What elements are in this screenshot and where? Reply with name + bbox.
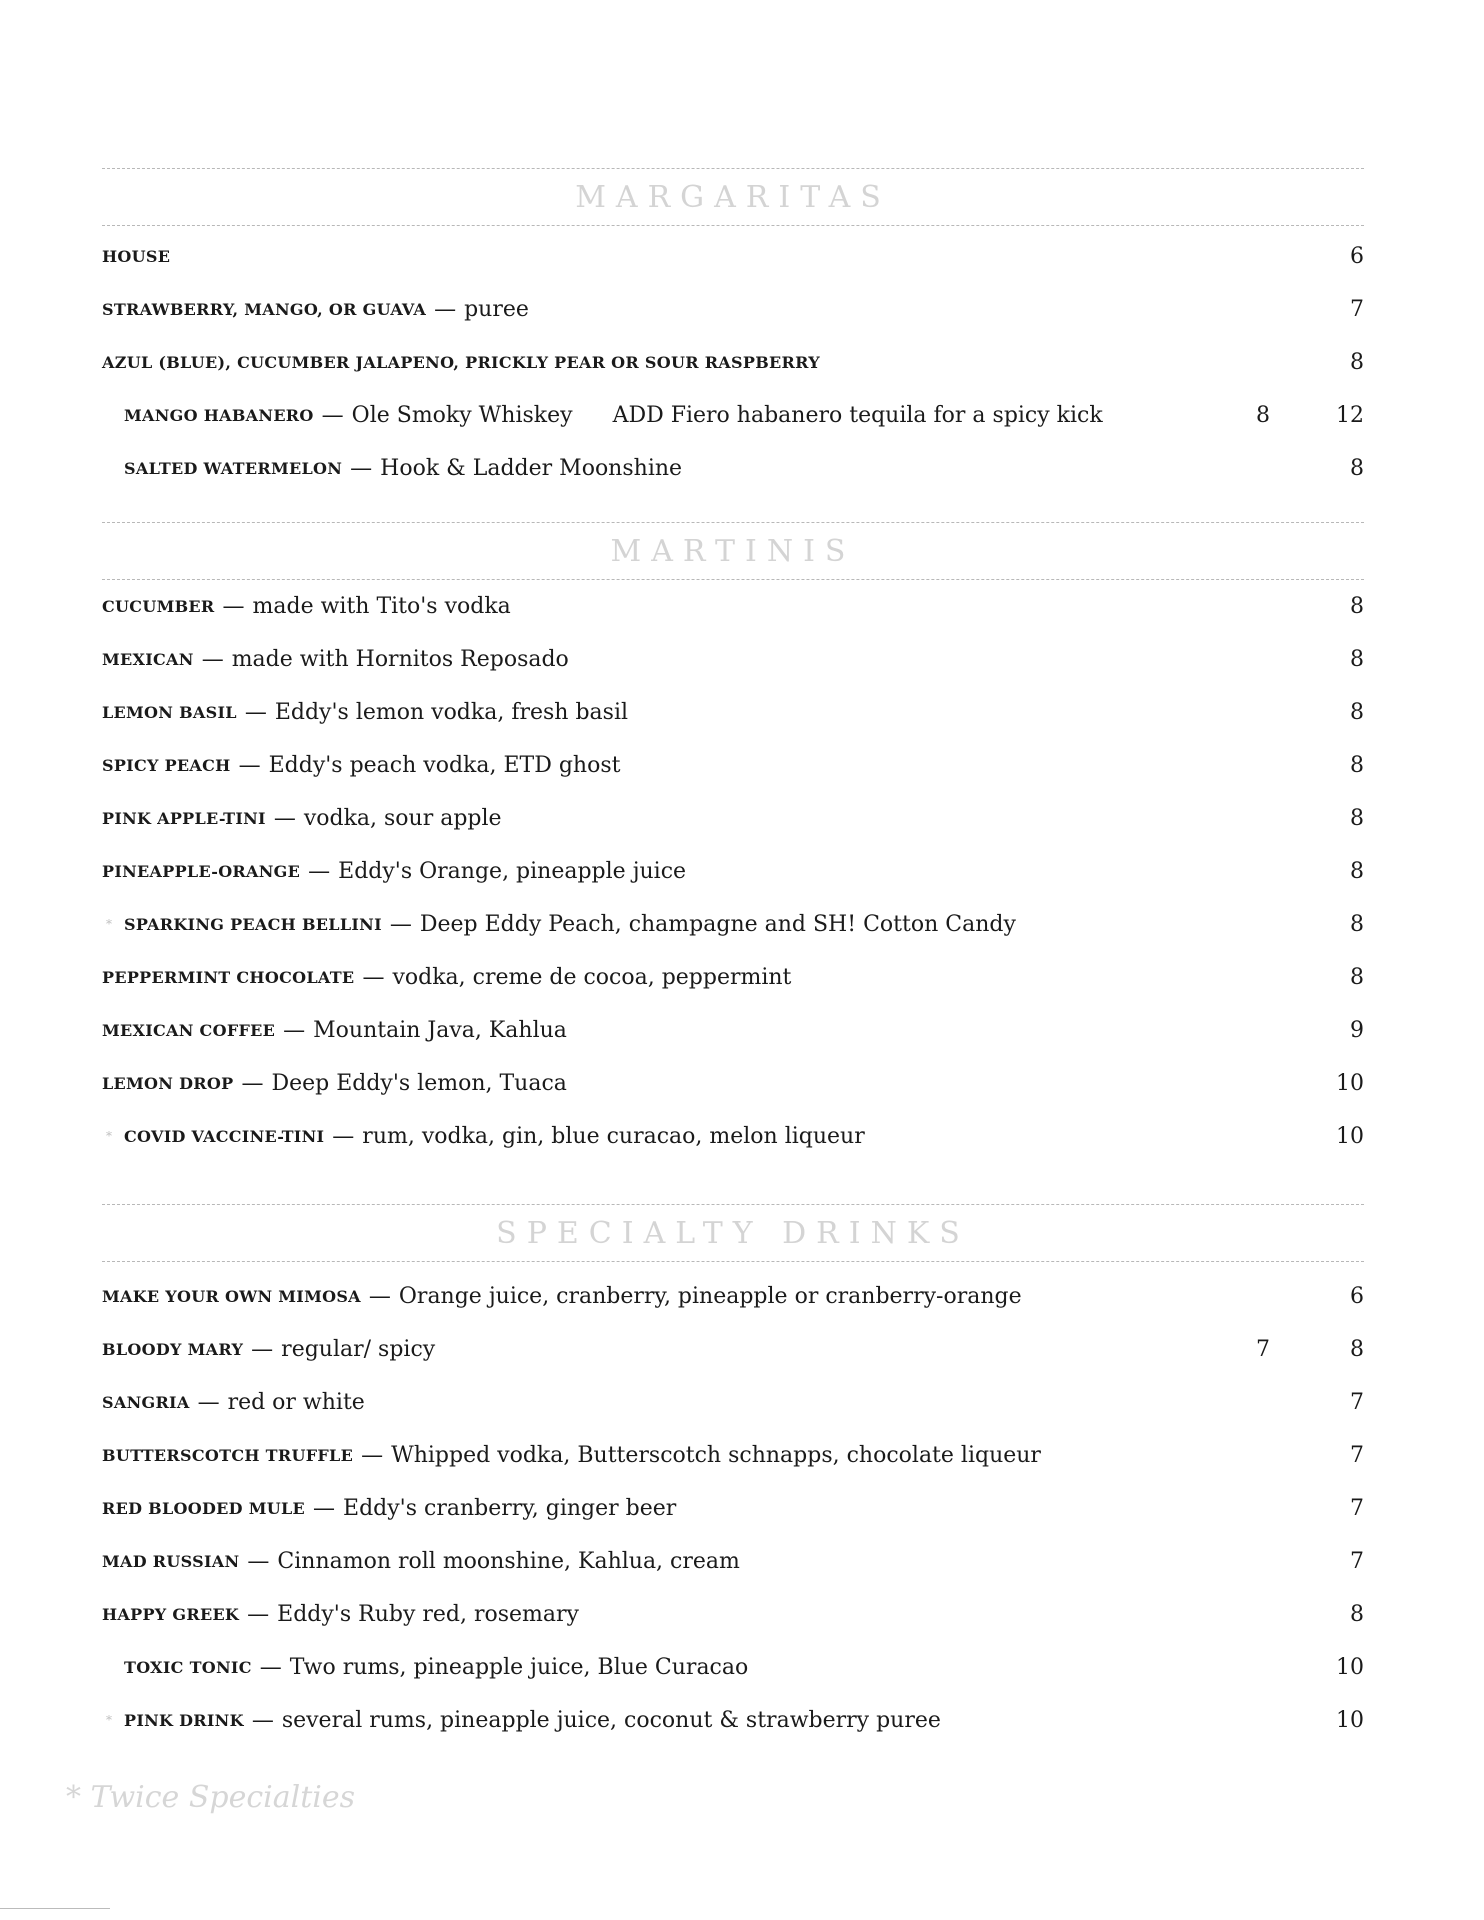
item-name: STRAWBERRY, MANGO, OR GUAVA [102, 299, 427, 319]
menu-item [102, 1488, 1364, 1528]
section-header [102, 168, 1364, 226]
item-price: 9 [1350, 1017, 1364, 1043]
item-name: COVID VACCINE-TINI [124, 1126, 325, 1146]
item-separator: — [251, 1336, 274, 1362]
item-price: 10 [1336, 1123, 1364, 1149]
section-martinis [102, 522, 1364, 580]
item-separator: — [434, 296, 457, 322]
menu-item [102, 957, 1364, 997]
item-name: LEMON BASIL [102, 702, 237, 722]
menu-item [102, 448, 1364, 488]
menu-item [102, 1329, 1364, 1369]
item-separator: — [368, 1283, 391, 1309]
item-description: Deep Eddy Peach, champagne and SH! Cotton Candy [419, 911, 1016, 937]
menu-item [102, 1116, 1364, 1156]
item-name: SPICY PEACH [102, 755, 231, 775]
item-price: 8 [1350, 1336, 1364, 1362]
item-description: vodka, creme de cocoa, peppermint [392, 964, 792, 990]
item-price: 7 [1350, 296, 1364, 322]
item-description: Mountain Java, Kahlua [313, 1017, 567, 1043]
item-name: TOXIC TONIC [124, 1657, 252, 1677]
footnote: * Twice Specialties [66, 1780, 356, 1815]
item-description: red or white [227, 1389, 365, 1415]
item-description: Ole Smoky Whiskey [351, 402, 573, 428]
section-title: MARTINIS [610, 533, 856, 569]
item-separator: — [321, 402, 344, 428]
item-name: PINEAPPLE-ORANGE [102, 861, 301, 881]
item-description: Deep Eddy's lemon, Tuaca [271, 1070, 567, 1096]
item-name: BUTTERSCOTCH TRUFFLE [102, 1445, 354, 1465]
item-name: MAD RUSSIAN [102, 1551, 240, 1571]
item-separator: — [238, 752, 261, 778]
item-separator: — [332, 1123, 355, 1149]
item-price: 10 [1336, 1654, 1364, 1680]
item-separator: — [362, 964, 385, 990]
menu-item [102, 1382, 1364, 1422]
menu-item [102, 851, 1364, 891]
item-description: Hook & Ladder Moonshine [380, 455, 683, 481]
item-price: 8 [1350, 349, 1364, 375]
item-description: Eddy's Ruby red, rosemary [277, 1601, 579, 1627]
feature-marker: * [106, 1713, 112, 1727]
item-name: AZUL (BLUE), CUCUMBER JALAPENO, PRICKLY PEAR OR SOUR RASPBERRY [102, 352, 820, 372]
item-separator: — [247, 1601, 270, 1627]
item-separator: — [244, 699, 267, 725]
item-separator: — [241, 1070, 264, 1096]
menu-item [102, 1063, 1364, 1103]
item-description: Whipped vodka, Butterscotch schnapps, chocolate liqueur [391, 1442, 1041, 1468]
section-margaritas [102, 168, 1364, 226]
section-header [102, 1204, 1364, 1262]
item-description: Orange juice, cranberry, pineapple or cranberry-orange [398, 1283, 1022, 1309]
menu-item [102, 745, 1364, 785]
item-name: LEMON DROP [102, 1073, 234, 1093]
item-separator: — [361, 1442, 384, 1468]
item-name: SPARKING PEACH BELLINI [124, 914, 382, 934]
item-name: MEXICAN COFFEE [102, 1020, 276, 1040]
item-separator: — [350, 455, 373, 481]
item-name: MANGO HABANERO [124, 405, 314, 425]
item-price: 7 [1350, 1442, 1364, 1468]
item-price: 8 [1350, 805, 1364, 831]
menu-item [102, 586, 1364, 626]
item-name: RED BLOODED MULE [102, 1498, 306, 1518]
item-description: Eddy's peach vodka, ETD ghost [268, 752, 621, 778]
item-price: 6 [1350, 1283, 1364, 1309]
item-name: PINK DRINK [124, 1710, 244, 1730]
menu-item [102, 1010, 1364, 1050]
feature-marker: * [106, 1129, 112, 1143]
item-description: made with Hornitos Reposado [231, 646, 569, 672]
item-price: 10 [1336, 1070, 1364, 1096]
item-separator: — [251, 1707, 274, 1733]
menu-item [102, 342, 1364, 382]
item-name: PEPPERMINT CHOCOLATE [102, 967, 355, 987]
item-price: 10 [1336, 1707, 1364, 1733]
item-description: several rums, pineapple juice, coconut & strawberry puree [281, 1707, 941, 1733]
item-name: PINK APPLE-TINI [102, 808, 266, 828]
item-name: SALTED WATERMELON [124, 458, 343, 478]
item-description: vodka, sour apple [303, 805, 502, 831]
item-price: 6 [1350, 243, 1364, 269]
item-description: Eddy's lemon vodka, fresh basil [274, 699, 629, 725]
item-separator: — [259, 1654, 282, 1680]
item-price: 8 [1350, 752, 1364, 778]
menu-item [102, 395, 1364, 435]
item-price-alt: 8 [1256, 402, 1270, 428]
item-price: 7 [1350, 1495, 1364, 1521]
item-separator: — [308, 858, 331, 884]
menu-item [102, 289, 1364, 329]
item-separator: — [273, 805, 296, 831]
item-separator: — [283, 1017, 306, 1043]
item-name: MAKE YOUR OWN MIMOSA [102, 1286, 361, 1306]
item-name: HAPPY GREEK [102, 1604, 240, 1624]
item-price: 12 [1336, 402, 1364, 428]
item-description: made with Tito's vodka [252, 593, 511, 619]
item-separator: — [389, 911, 412, 937]
item-add-on: ADD Fiero habanero tequila for a spicy kick [612, 402, 1103, 428]
item-price: 7 [1350, 1548, 1364, 1574]
section-title: MARGARITAS [575, 179, 891, 215]
item-price: 8 [1350, 455, 1364, 481]
item-price-alt: 7 [1256, 1336, 1270, 1362]
item-name: SANGRIA [102, 1392, 190, 1412]
menu-item [102, 692, 1364, 732]
item-separator: — [197, 1389, 220, 1415]
section-title: SPECIALTY DRINKS [496, 1215, 970, 1251]
item-separator: — [222, 593, 245, 619]
item-description: regular/ spicy [281, 1336, 436, 1362]
menu-item [102, 1435, 1364, 1475]
menu-item [102, 1276, 1364, 1316]
menu-item [102, 904, 1364, 944]
item-price: 8 [1350, 964, 1364, 990]
item-description: Eddy's Orange, pineapple juice [338, 858, 687, 884]
item-description: rum, vodka, gin, blue curacao, melon liqueur [362, 1123, 865, 1149]
menu-item [102, 798, 1364, 838]
menu-item [102, 236, 1364, 276]
section-specialty-drinks [102, 1204, 1364, 1262]
item-name: CUCUMBER [102, 596, 215, 616]
menu-item [102, 639, 1364, 679]
menu-item [102, 1541, 1364, 1581]
item-price: 7 [1350, 1389, 1364, 1415]
item-separator: — [201, 646, 224, 672]
item-price: 8 [1350, 858, 1364, 884]
item-price: 8 [1350, 646, 1364, 672]
menu-item [102, 1647, 1364, 1687]
item-price: 8 [1350, 699, 1364, 725]
menu-item [102, 1594, 1364, 1634]
item-name: BLOODY MARY [102, 1339, 244, 1359]
corner-rule [0, 1908, 110, 1909]
menu-item [102, 1700, 1364, 1740]
item-separator: — [247, 1548, 270, 1574]
item-description: Eddy's cranberry, ginger beer [343, 1495, 677, 1521]
item-price: 8 [1350, 1601, 1364, 1627]
item-separator: — [313, 1495, 336, 1521]
item-description: Two rums, pineapple juice, Blue Curacao [289, 1654, 749, 1680]
item-name: MEXICAN [102, 649, 194, 669]
item-price: 8 [1350, 593, 1364, 619]
feature-marker: * [106, 917, 112, 931]
item-description: puree [464, 296, 529, 322]
item-price: 8 [1350, 911, 1364, 937]
item-name: HOUSE [102, 246, 171, 266]
item-description: Cinnamon roll moonshine, Kahlua, cream [277, 1548, 740, 1574]
section-header [102, 522, 1364, 580]
